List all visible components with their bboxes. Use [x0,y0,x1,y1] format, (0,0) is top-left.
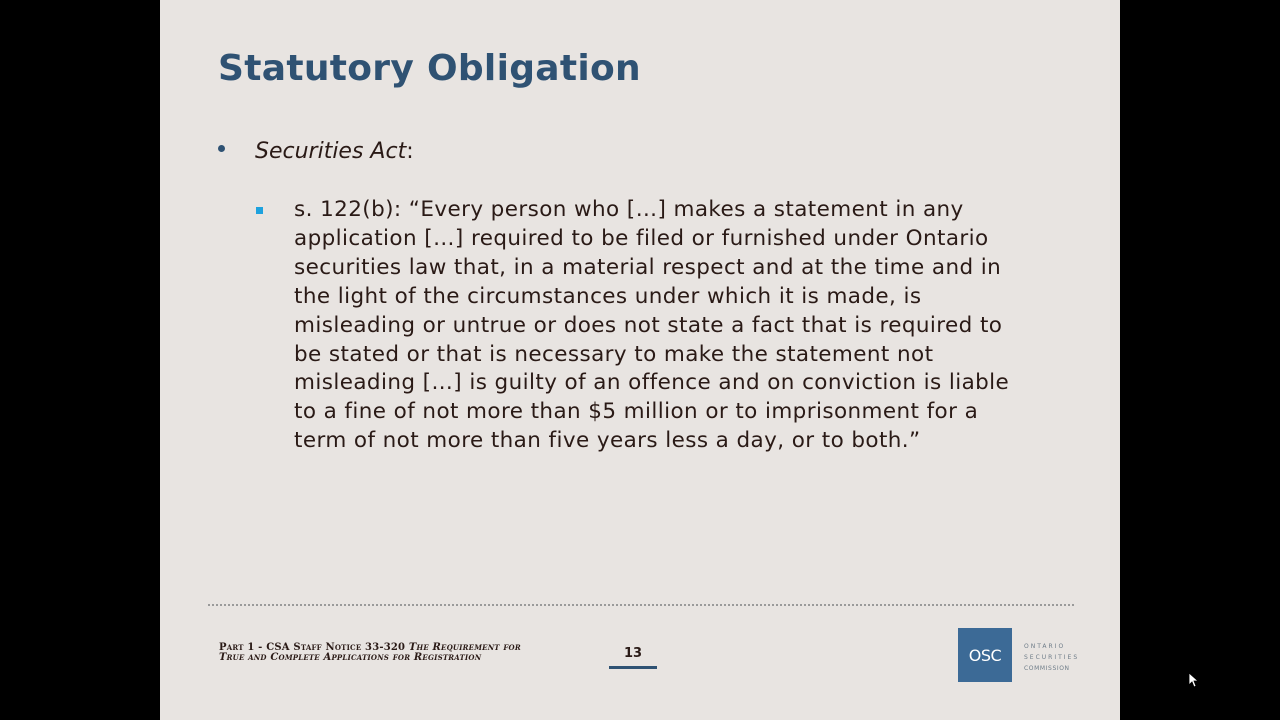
mouse-pointer-icon [1189,673,1199,689]
footer-line1-italic: The Requirement for [408,642,521,653]
page-number-underline [609,666,657,669]
footer-line2-italic: True and Complete Applications for Registration [219,652,482,663]
bullet-colon: : [406,139,414,164]
bullet-item [218,139,414,164]
slide [160,0,1120,720]
bullet-text: Securities Act [255,139,407,164]
logo-line-2: SECURITIES [1024,654,1080,661]
logo-abbr: OSC [968,645,1002,665]
osc-logo-icon [958,628,1012,682]
footer-divider [208,604,1074,606]
page-number: 13 [623,646,643,661]
footer-caption [219,643,521,663]
statute-quote: s. 122(b): “Every person who […] makes a statement in any application […] required to be filed or furnished under Ontario securities law that, in a material respect and at the time and in the light of the circumstances under which it is made, is misleading or untrue or does not state a fact that is required to be stated or that is necessary to make the statement not misleading […] is guilty of an offence and on conviction is liable to a fine of not more than $5 million or to imprisonment for a term of not more than five years less a day, or to both.” [294,197,1010,454]
logo-line-1: ONTARIO [1024,643,1066,650]
square-bullet-icon [256,207,263,214]
logo-line-3: COMMISSION [1024,665,1070,672]
footer-line1-plain: Part 1 - CSA Staff Notice 33-320 [219,642,409,653]
sub-bullet-item [256,196,1036,456]
bullet-dot-icon [218,145,225,152]
slide-title: Statutory Obligation [218,48,641,89]
logo-wordmark [1024,641,1079,674]
